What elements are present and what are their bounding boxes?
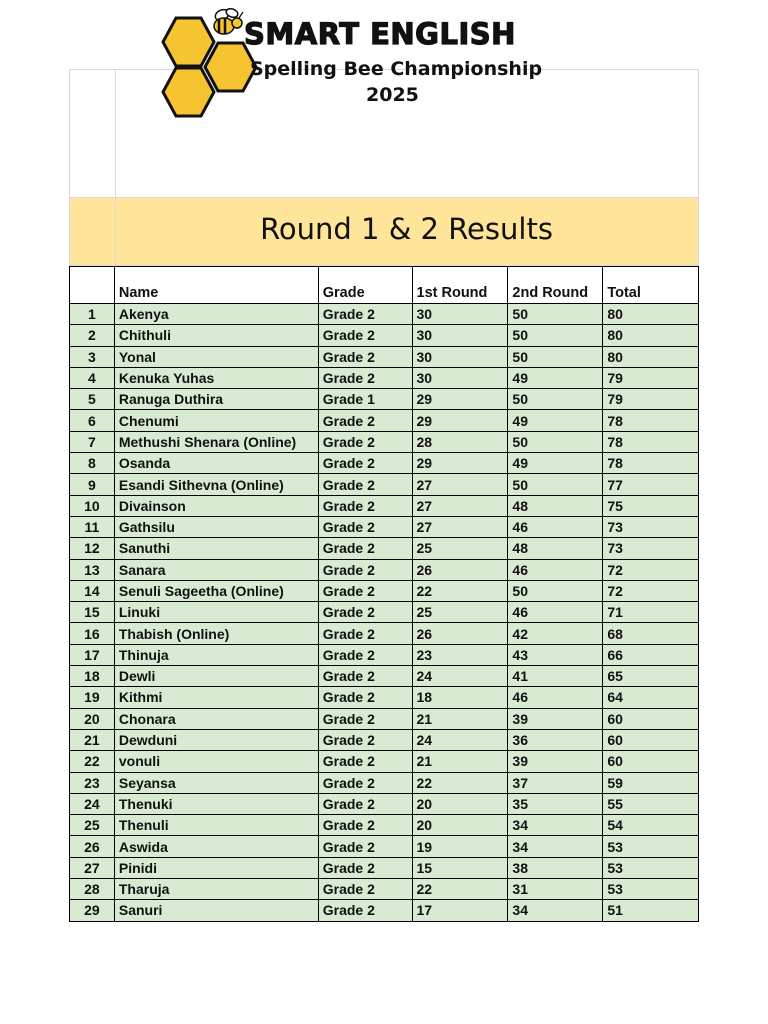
row-index: 16 — [70, 623, 115, 644]
student-name: Divainson — [114, 495, 318, 516]
event-year: 2025 — [366, 84, 419, 106]
row-index: 10 — [70, 495, 115, 516]
grade: Grade 2 — [318, 325, 412, 346]
grade: Grade 2 — [318, 729, 412, 750]
student-name: Gathsilu — [114, 516, 318, 537]
table-row — [70, 623, 699, 644]
round2-score: 50 — [508, 304, 603, 325]
student-name: Esandi Sithevna (Online) — [114, 474, 318, 495]
column-header-grade: Grade — [318, 267, 412, 304]
round1-score: 28 — [412, 431, 508, 452]
student-name: Thabish (Online) — [114, 623, 318, 644]
round1-score: 19 — [412, 836, 508, 857]
round2-score: 50 — [508, 431, 603, 452]
table-row — [70, 751, 699, 772]
grade: Grade 2 — [318, 602, 412, 623]
round2-score: 37 — [508, 772, 603, 793]
round2-score: 50 — [508, 389, 603, 410]
row-index: 26 — [70, 836, 115, 857]
row-index: 6 — [70, 410, 115, 431]
table-row — [70, 453, 699, 474]
table-row — [70, 772, 699, 793]
round2-score: 50 — [508, 346, 603, 367]
row-index: 24 — [70, 793, 115, 814]
student-name: Sanara — [114, 559, 318, 580]
round1-score: 23 — [412, 644, 508, 665]
row-index: 22 — [70, 751, 115, 772]
table-row — [70, 538, 699, 559]
student-name: Thinuja — [114, 644, 318, 665]
grade: Grade 2 — [318, 346, 412, 367]
table-row — [70, 836, 699, 857]
student-name: Thenuli — [114, 815, 318, 836]
honeycomb-cell-bottom — [163, 68, 214, 116]
bee-icon — [214, 7, 243, 34]
total-score: 53 — [603, 879, 699, 900]
total-score: 55 — [603, 793, 699, 814]
student-name: Akenya — [114, 304, 318, 325]
total-score: 78 — [603, 453, 699, 474]
round1-score: 20 — [412, 793, 508, 814]
table-row — [70, 495, 699, 516]
row-number-gutter — [70, 70, 116, 197]
grade: Grade 2 — [318, 304, 412, 325]
total-score: 78 — [603, 431, 699, 452]
total-score: 79 — [603, 367, 699, 388]
row-index: 8 — [70, 453, 115, 474]
honeycomb-cell-top — [163, 18, 214, 66]
total-score: 80 — [603, 304, 699, 325]
round1-score: 27 — [412, 495, 508, 516]
row-index: 7 — [70, 431, 115, 452]
grade: Grade 2 — [318, 836, 412, 857]
grade: Grade 2 — [318, 815, 412, 836]
round1-score: 18 — [412, 687, 508, 708]
grade: Grade 2 — [318, 857, 412, 878]
grade: Grade 2 — [318, 559, 412, 580]
round2-score: 36 — [508, 729, 603, 750]
round2-score: 39 — [508, 708, 603, 729]
round1-score: 26 — [412, 559, 508, 580]
total-score: 53 — [603, 836, 699, 857]
grade: Grade 2 — [318, 623, 412, 644]
table-row — [70, 687, 699, 708]
round2-score: 39 — [508, 751, 603, 772]
student-name: Chithuli — [114, 325, 318, 346]
table-row — [70, 815, 699, 836]
table-row — [70, 708, 699, 729]
student-name: Yonal — [114, 346, 318, 367]
grade: Grade 2 — [318, 538, 412, 559]
table-row — [70, 666, 699, 687]
round1-score: 24 — [412, 666, 508, 687]
grade: Grade 2 — [318, 516, 412, 537]
student-name: Sanuri — [114, 900, 318, 921]
round2-score: 48 — [508, 495, 603, 516]
round2-score: 46 — [508, 559, 603, 580]
column-header-name: Name — [114, 267, 318, 304]
row-index: 23 — [70, 772, 115, 793]
student-name: Senuli Sageetha (Online) — [114, 580, 318, 601]
round2-score: 34 — [508, 900, 603, 921]
total-score: 51 — [603, 900, 699, 921]
grade: Grade 2 — [318, 367, 412, 388]
column-header-index — [70, 267, 115, 304]
round2-score: 42 — [508, 623, 603, 644]
student-name: Dewli — [114, 666, 318, 687]
row-index: 4 — [70, 367, 115, 388]
student-name: Kithmi — [114, 687, 318, 708]
round1-score: 30 — [412, 367, 508, 388]
grade: Grade 2 — [318, 879, 412, 900]
total-score: 75 — [603, 495, 699, 516]
round2-score: 46 — [508, 687, 603, 708]
event-subtitle: Spelling Bee Championship — [250, 58, 543, 80]
grade: Grade 2 — [318, 751, 412, 772]
grade: Grade 2 — [318, 495, 412, 516]
grade: Grade 2 — [318, 453, 412, 474]
round2-score: 50 — [508, 325, 603, 346]
grade: Grade 2 — [318, 666, 412, 687]
grade: Grade 2 — [318, 793, 412, 814]
table-row — [70, 389, 699, 410]
total-score: 65 — [603, 666, 699, 687]
round1-score: 20 — [412, 815, 508, 836]
row-index: 17 — [70, 644, 115, 665]
row-index: 2 — [70, 325, 115, 346]
total-score: 68 — [603, 623, 699, 644]
total-score: 64 — [603, 687, 699, 708]
table-row — [70, 729, 699, 750]
row-index: 18 — [70, 666, 115, 687]
student-name: Osanda — [114, 453, 318, 474]
round1-score: 29 — [412, 389, 508, 410]
student-name: Methushi Shenara (Online) — [114, 431, 318, 452]
student-name: vonuli — [114, 751, 318, 772]
results-title-banner — [69, 198, 699, 266]
grade: Grade 2 — [318, 900, 412, 921]
total-score: 59 — [603, 772, 699, 793]
student-name: Thenuki — [114, 793, 318, 814]
total-score: 66 — [603, 644, 699, 665]
total-score: 60 — [603, 751, 699, 772]
round1-score: 27 — [412, 474, 508, 495]
total-score: 77 — [603, 474, 699, 495]
round1-score: 21 — [412, 751, 508, 772]
round2-score: 35 — [508, 793, 603, 814]
table-header-row — [70, 267, 699, 304]
row-index: 19 — [70, 687, 115, 708]
grade: Grade 2 — [318, 772, 412, 793]
round2-score: 38 — [508, 857, 603, 878]
row-index: 9 — [70, 474, 115, 495]
round2-score: 49 — [508, 367, 603, 388]
column-header-round1: 1st Round — [412, 267, 508, 304]
row-index: 1 — [70, 304, 115, 325]
round2-score: 49 — [508, 453, 603, 474]
table-row — [70, 325, 699, 346]
total-score: 78 — [603, 410, 699, 431]
grade: Grade 2 — [318, 474, 412, 495]
round2-score: 49 — [508, 410, 603, 431]
total-score: 72 — [603, 559, 699, 580]
table-row — [70, 474, 699, 495]
row-number-gutter — [70, 198, 116, 265]
round2-score: 50 — [508, 580, 603, 601]
page-title: Round 1 & 2 Results — [260, 212, 553, 246]
row-index: 27 — [70, 857, 115, 878]
student-name: Linuki — [114, 602, 318, 623]
table-row — [70, 516, 699, 537]
grade: Grade 2 — [318, 644, 412, 665]
round1-score: 26 — [412, 623, 508, 644]
student-name: Chonara — [114, 708, 318, 729]
round1-score: 15 — [412, 857, 508, 878]
student-name: Sanuthi — [114, 538, 318, 559]
round1-score: 30 — [412, 304, 508, 325]
grade: Grade 2 — [318, 580, 412, 601]
round1-score: 22 — [412, 772, 508, 793]
total-score: 80 — [603, 346, 699, 367]
round1-score: 25 — [412, 602, 508, 623]
table-row — [70, 410, 699, 431]
row-index: 11 — [70, 516, 115, 537]
round2-score: 43 — [508, 644, 603, 665]
table-row — [70, 559, 699, 580]
round2-score: 50 — [508, 474, 603, 495]
total-score: 73 — [603, 516, 699, 537]
round1-score: 29 — [412, 410, 508, 431]
round2-score: 34 — [508, 815, 603, 836]
round2-score: 34 — [508, 836, 603, 857]
student-name: Dewduni — [114, 729, 318, 750]
row-index: 21 — [70, 729, 115, 750]
grade: Grade 2 — [318, 687, 412, 708]
row-index: 15 — [70, 602, 115, 623]
row-index: 5 — [70, 389, 115, 410]
total-score: 60 — [603, 708, 699, 729]
table-row — [70, 431, 699, 452]
table-row — [70, 879, 699, 900]
round1-score: 30 — [412, 346, 508, 367]
round2-score: 41 — [508, 666, 603, 687]
table-row — [70, 580, 699, 601]
row-index: 28 — [70, 879, 115, 900]
round2-score: 46 — [508, 602, 603, 623]
total-score: 72 — [603, 580, 699, 601]
table-row — [70, 857, 699, 878]
row-index: 3 — [70, 346, 115, 367]
grade: Grade 2 — [318, 708, 412, 729]
row-index: 20 — [70, 708, 115, 729]
round2-score: 48 — [508, 538, 603, 559]
round1-score: 21 — [412, 708, 508, 729]
table-row — [70, 602, 699, 623]
round2-score: 46 — [508, 516, 603, 537]
round1-score: 17 — [412, 900, 508, 921]
student-name: Pinidi — [114, 857, 318, 878]
total-score: 71 — [603, 602, 699, 623]
column-header-total: Total — [603, 267, 699, 304]
round1-score: 30 — [412, 325, 508, 346]
student-name: Seyansa — [114, 772, 318, 793]
total-score: 60 — [603, 729, 699, 750]
round1-score: 25 — [412, 538, 508, 559]
total-score: 53 — [603, 857, 699, 878]
total-score: 80 — [603, 325, 699, 346]
round1-score: 22 — [412, 879, 508, 900]
table-row — [70, 793, 699, 814]
grade: Grade 2 — [318, 431, 412, 452]
table-row — [70, 367, 699, 388]
round1-score: 22 — [412, 580, 508, 601]
grade: Grade 1 — [318, 389, 412, 410]
table-row — [70, 900, 699, 921]
round2-score: 31 — [508, 879, 603, 900]
row-index: 25 — [70, 815, 115, 836]
row-index: 14 — [70, 580, 115, 601]
row-index: 13 — [70, 559, 115, 580]
table-row — [70, 304, 699, 325]
grade: Grade 2 — [318, 410, 412, 431]
student-name: Tharuja — [114, 879, 318, 900]
total-score: 73 — [603, 538, 699, 559]
column-header-round2: 2nd Round — [508, 267, 603, 304]
results-table — [69, 266, 699, 922]
student-name: Aswida — [114, 836, 318, 857]
brand-name: SMART ENGLISH — [244, 17, 516, 51]
table-row — [70, 644, 699, 665]
row-index: 29 — [70, 900, 115, 921]
row-index: 12 — [70, 538, 115, 559]
table-row — [70, 346, 699, 367]
round1-score: 27 — [412, 516, 508, 537]
round1-score: 24 — [412, 729, 508, 750]
total-score: 54 — [603, 815, 699, 836]
round1-score: 29 — [412, 453, 508, 474]
total-score: 79 — [603, 389, 699, 410]
student-name: Kenuka Yuhas — [114, 367, 318, 388]
student-name: Chenumi — [114, 410, 318, 431]
student-name: Ranuga Duthira — [114, 389, 318, 410]
